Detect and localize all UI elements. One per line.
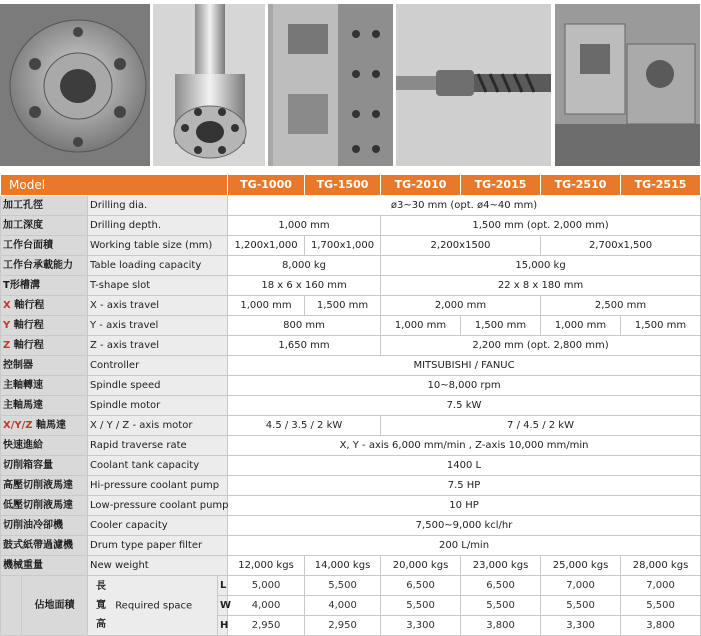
value: 4,000: [228, 596, 305, 616]
label-en: Hi-pressure coolant pump: [88, 476, 228, 496]
row-paper-filter: [1, 536, 701, 556]
label-en: Rapid traverse rate: [88, 436, 228, 456]
label-zh: [1, 316, 88, 336]
label-zh: 鼓式紙帶過濾機: [1, 536, 88, 556]
value: 5,500: [541, 596, 621, 616]
value: 7.5 HP: [228, 476, 701, 496]
value: 1,200x1,000: [228, 236, 305, 256]
value: 1,500 mm: [621, 316, 701, 336]
label-en: New weight: [88, 556, 228, 576]
model-label: Model: [1, 175, 228, 196]
row-hi-pump: [1, 476, 701, 496]
label-zh: 高壓切削液馬達: [1, 476, 88, 496]
value: 3,300: [541, 616, 621, 636]
row-spindle-motor: [1, 396, 701, 416]
label-en: X / Y / Z - axis motor: [88, 416, 228, 436]
value: 7.5 kW: [228, 396, 701, 416]
label-en: X - axis travel: [88, 296, 228, 316]
dim-zh-char: 長: [96, 581, 106, 592]
value: 28,000 kgs: [621, 556, 701, 576]
spec-table: [0, 174, 701, 636]
value: 5,500: [621, 596, 701, 616]
value: 4.5 / 3.5 / 2 kW: [228, 416, 381, 436]
dim-letter: H: [218, 616, 228, 636]
label-zh-text: 軸行程: [13, 319, 44, 331]
value: 1,000 mm: [541, 316, 621, 336]
label-zh: T形槽溝: [1, 276, 88, 296]
label-en: Table loading capacity: [88, 256, 228, 276]
label-en: Spindle speed: [88, 376, 228, 396]
label-en: T-shape slot: [88, 276, 228, 296]
value: 1,700x1,000: [305, 236, 381, 256]
flange-part-photo: [0, 4, 150, 166]
row-rapid-traverse: [1, 436, 701, 456]
axis-letter: X/Y/Z: [3, 419, 33, 431]
row-drilling-depth: [1, 216, 701, 236]
value: 4,000: [305, 596, 381, 616]
value: 15,000 kg: [381, 256, 701, 276]
label-zh: 主軸馬達: [1, 396, 88, 416]
value: 2,950: [305, 616, 381, 636]
row-spindle-speed: [1, 376, 701, 396]
label-zh: 控制器: [1, 356, 88, 376]
label-zh: 工作台承載能力: [1, 256, 88, 276]
label-zh: [1, 416, 88, 436]
value: 1,650 mm: [228, 336, 381, 356]
row-table-size: [1, 236, 701, 256]
axis-letter: X: [3, 299, 11, 311]
model-tg-2015: TG-2015: [461, 175, 541, 196]
value: 7,000: [541, 576, 621, 596]
label-en: [88, 576, 218, 636]
casting-part-photo: [555, 4, 700, 166]
value: 3,300: [381, 616, 461, 636]
value: 7,500~9,000 kcl/hr: [228, 516, 701, 536]
label-zh-space: 佔地面積: [22, 576, 88, 636]
label-zh: 主軸轉速: [1, 376, 88, 396]
value: 10 HP: [228, 496, 701, 516]
value: 18 x 6 x 160 mm: [228, 276, 381, 296]
label-en: Z - axis travel: [88, 336, 228, 356]
value: 3,800: [461, 616, 541, 636]
row-controller: [1, 356, 701, 376]
required-space-label: Required space: [115, 600, 193, 612]
row-space-length: [1, 576, 701, 596]
row-xyz-motor: [1, 416, 701, 436]
value: 25,000 kgs: [541, 556, 621, 576]
value: 2,500 mm: [541, 296, 701, 316]
dim-zh-char: 寬: [96, 600, 106, 611]
value: ø3~30 mm (opt. ø4~40 mm): [228, 196, 701, 216]
value: 22 x 8 x 180 mm: [381, 276, 701, 296]
value: 7 / 4.5 / 2 kW: [381, 416, 701, 436]
value: 5,000: [228, 576, 305, 596]
label-en: Working table size (mm): [88, 236, 228, 256]
label-zh: 加工深度: [1, 216, 88, 236]
value: 8,000 kg: [228, 256, 381, 276]
label-en: Coolant tank capacity: [88, 456, 228, 476]
value: 1,000 mm: [228, 216, 381, 236]
label-zh: 工作台面積: [1, 236, 88, 256]
dim-zh-char: 高: [96, 619, 106, 630]
value: 1,500 mm: [305, 296, 381, 316]
row-t-slot: [1, 276, 701, 296]
model-tg-2010: TG-2010: [381, 175, 461, 196]
axis-letter: Y: [3, 319, 11, 331]
value: 12,000 kgs: [228, 556, 305, 576]
label-zh: 機械重量: [1, 556, 88, 576]
label-en: Spindle motor: [88, 396, 228, 416]
model-tg-1500: TG-1500: [305, 175, 381, 196]
row-lo-pump: [1, 496, 701, 516]
label-zh: 低壓切削液馬達: [1, 496, 88, 516]
label-en: Low-pressure coolant pump: [88, 496, 228, 516]
row-x-travel: [1, 296, 701, 316]
value: 6,500: [381, 576, 461, 596]
value: 1,500 mm (opt. 2,000 mm): [381, 216, 701, 236]
value: 10~8,000 rpm: [228, 376, 701, 396]
label-zh: [1, 336, 88, 356]
drill-bit-photo: [396, 4, 551, 166]
value: 6,500: [461, 576, 541, 596]
row-cooler: [1, 516, 701, 536]
axis-letter: Z: [3, 339, 11, 351]
label-zh: [1, 296, 88, 316]
value: X, Y - axis 6,000 mm/min , Z-axis 10,000 mm/min: [228, 436, 701, 456]
label-en: Drum type paper filter: [88, 536, 228, 556]
value: 1,000 mm: [228, 296, 305, 316]
row-drilling-dia: [1, 196, 701, 216]
label-zh-text: 軸行程: [13, 339, 44, 351]
value: 14,000 kgs: [305, 556, 381, 576]
value: 5,500: [305, 576, 381, 596]
label-zh-text: 軸馬達: [36, 419, 66, 431]
model-tg-2510: TG-2510: [541, 175, 621, 196]
label-zh: 加工孔徑: [1, 196, 88, 216]
label-zh-text: 軸行程: [14, 299, 45, 311]
value: 2,000 mm: [381, 296, 541, 316]
value: 23,000 kgs: [461, 556, 541, 576]
label-en: Drilling depth.: [88, 216, 228, 236]
value: 200 L/min: [228, 536, 701, 556]
row-table-load: [1, 256, 701, 276]
dim-letter: L: [218, 576, 228, 596]
label-en: Y - axis travel: [88, 316, 228, 336]
dim-letter: W: [218, 596, 228, 616]
row-coolant-tank: [1, 456, 701, 476]
label-zh: [1, 576, 22, 636]
value: 5,500: [381, 596, 461, 616]
label-zh: 切削油冷卻機: [1, 516, 88, 536]
row-z-travel: [1, 336, 701, 356]
label-zh: 快速進給: [1, 436, 88, 456]
shaft-part-photo: [153, 4, 265, 166]
value: 1400 L: [228, 456, 701, 476]
value: 1,000 mm: [381, 316, 461, 336]
block-part-photo: [268, 4, 393, 166]
row-y-travel: [1, 316, 701, 336]
value: 3,800: [621, 616, 701, 636]
value: 2,200 mm (opt. 2,800 mm): [381, 336, 701, 356]
row-weight: [1, 556, 701, 576]
value: 800 mm: [228, 316, 381, 336]
photo-strip: [0, 0, 700, 170]
value: MITSUBISHI / FANUC: [228, 356, 701, 376]
value: 2,200x1500: [381, 236, 541, 256]
value: 5,500: [461, 596, 541, 616]
model-tg-2515: TG-2515: [621, 175, 701, 196]
label-en: Cooler capacity: [88, 516, 228, 536]
model-tg-1000: TG-1000: [228, 175, 305, 196]
value: 2,950: [228, 616, 305, 636]
dim-zh-stack: [90, 577, 112, 634]
value: 2,700x1,500: [541, 236, 701, 256]
label-zh: 切削箱容量: [1, 456, 88, 476]
value: 7,000: [621, 576, 701, 596]
value: 1,500 mm: [461, 316, 541, 336]
value: 20,000 kgs: [381, 556, 461, 576]
label-en: Controller: [88, 356, 228, 376]
label-en: Drilling dia.: [88, 196, 228, 216]
header-row: [1, 175, 701, 196]
